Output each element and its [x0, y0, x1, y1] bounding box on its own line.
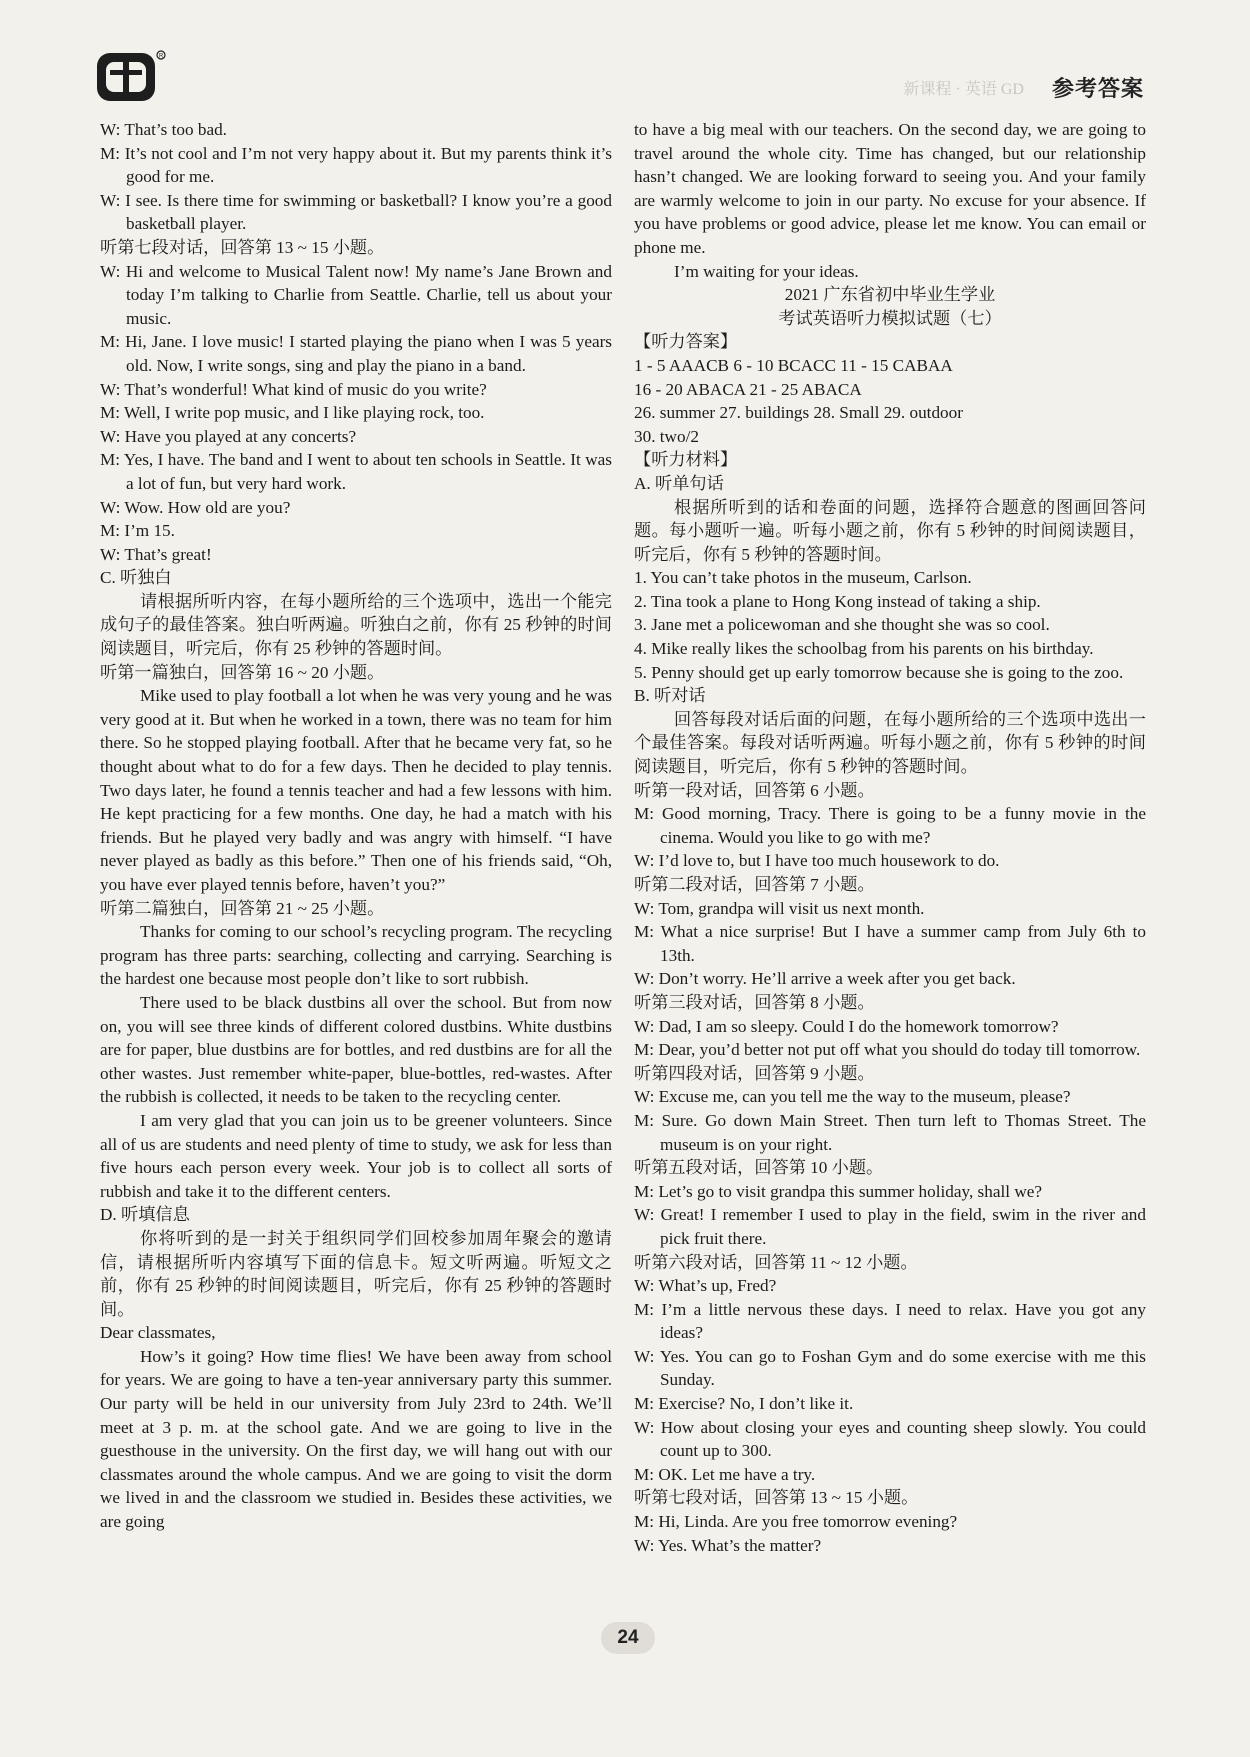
right-paragraph: 听第一段对话，回答第 6 小题。 — [634, 780, 875, 800]
right-paragraph: W: Don’t worry. He’ll arrive a week after you get back. — [634, 969, 1016, 989]
right-paragraph: 听第六段对话，回答第 11 ~ 12 小题。 — [634, 1252, 918, 1272]
right-paragraph: W: Great! I remember I used to play in the field, swim in the river and pick fruit there. — [634, 1205, 1146, 1248]
right-paragraph: 3. Jane met a policewoman and she thought she was so cool. — [634, 615, 1050, 635]
right-paragraph: W: Dad, I am so sleepy. Could I do the homework tomorrow? — [634, 1016, 1059, 1036]
right-paragraph: W: I’d love to, but I have too much housework to do. — [634, 851, 1000, 871]
right-paragraph: M: Exercise? No, I don’t like it. — [634, 1394, 854, 1414]
left-paragraph: W: Have you played at any concerts? — [100, 426, 357, 446]
left-paragraph: W: That’s wonderful! What kind of music do you write? — [100, 379, 487, 399]
right-paragraph: M: What a nice surprise! But I have a summer camp from July 6th to 13th. — [634, 922, 1146, 965]
right-paragraph: 根据所听到的话和卷面的问题，选择符合题意的图画回答问题。每小题听一遍。听每小题之前，你有 5 秒钟的时间阅读题目，听完后，你有 5 秒钟的答题时间。 — [634, 497, 1146, 564]
left-paragraph: Dear classmates, — [100, 1323, 216, 1343]
left-paragraph: 听第七段对话，回答第 13 ~ 15 小题。 — [100, 237, 385, 257]
right-paragraph: M: OK. Let me have a try. — [634, 1464, 816, 1484]
left-paragraph: M: I’m 15. — [100, 521, 175, 541]
left-paragraph: W: That’s great! — [100, 544, 212, 564]
left-column — [100, 118, 612, 1534]
page-number: 24 — [601, 1622, 655, 1654]
right-paragraph: M: I’m a little nervous these days. I need to relax. Have you got any ideas? — [634, 1299, 1146, 1343]
left-paragraph: M: Hi, Jane. I love music! I started playing the piano when I was 5 years old. Now, I write songs, sing and play the piano in a band. — [100, 332, 612, 375]
right-paragraph: M: Sure. Go down Main Street. Then turn left to Thomas Street. The museum is on your right. — [634, 1110, 1146, 1154]
right-paragraph: W: Tom, grandpa will visit us next month. — [634, 898, 925, 918]
right-paragraph: M: Dear, you’d better not put off what you should do today till tomorrow. — [634, 1040, 1141, 1060]
right-paragraph: W: What’s up, Fred? — [634, 1276, 777, 1296]
left-paragraph: 请根据所听内容，在每小题所给的三个选项中，选出一个能完成句子的最佳答案。独白听两遍。听独白之前，你有 25 秒钟的时间阅读题目，听完后，你有 25 秒钟的答题时间。 — [100, 591, 612, 659]
right-paragraph: 5. Penny should get up early tomorrow because she is going to the zoo. — [634, 662, 1124, 682]
right-paragraph: A. 听单句话 — [634, 473, 724, 493]
left-paragraph: M: Yes, I have. The band and I went to about ten schools in Seattle. It was a lot of fun, but very hard work. — [100, 450, 612, 493]
page-header — [0, 0, 1250, 110]
right-paragraph: 听第三段对话，回答第 8 小题。 — [634, 992, 875, 1012]
right-paragraph: W: Yes. What’s the matter? — [634, 1535, 822, 1555]
left-paragraph: 你将听到的是一封关于组织同学们回校参加周年聚会的邀请信，请根据所听内容填写下面的信息卡。短文听两遍。听短文之前，你有 25 秒钟的时间阅读题目，听完后，你有 25 秒钟的答题时间。 — [100, 1228, 612, 1319]
left-paragraph: M: It’s not cool and I’m not very happy about it. But my parents think it’s good for me. — [100, 143, 612, 187]
right-paragraph: 回答每段对话后面的问题，在每小题所给的三个选项中选出一个最佳答案。每段对话听两遍。听每小题之前，你有 5 秒钟的时间阅读题目，听完后，你有 5 秒钟的答题时间。 — [634, 709, 1146, 777]
left-paragraph: W: That’s too bad. — [100, 120, 227, 139]
left-paragraph: 听第二篇独白，回答第 21 ~ 25 小题。 — [100, 898, 385, 918]
right-paragraph: W: Excuse me, can you tell me the way to the museum, please? — [634, 1087, 1071, 1107]
hd-logo-icon — [96, 48, 168, 106]
right-paragraph: 30. two/2 — [634, 426, 699, 446]
right-paragraph: 2021 广东省初中毕业生学业 — [784, 285, 996, 305]
right-paragraph: 听第五段对话，回答第 10 小题。 — [634, 1158, 884, 1178]
header-series-text: 新课程 · 英语 GD — [903, 81, 1024, 98]
left-paragraph: 听第一篇独白，回答第 16 ~ 20 小题。 — [100, 662, 385, 682]
right-paragraph: 1 - 5 AAACB 6 - 10 BCACC 11 - 15 CABAA — [634, 355, 953, 375]
left-paragraph: M: Well, I write pop music, and I like playing rock, too. — [100, 403, 485, 423]
left-paragraph: Mike used to play football a lot when he was very young and he was very good at it. But when he worked in a town, there was no team for him there. So he stopped playing football. After that he became very fat, so he thought about what to do for a few days. Then he decided to play tennis. Two days later, he found a tennis teacher and had a few lessons with him. He kept practicing for a few months. One day, he had a match with his friends. But he played very badly and was angry with himself. “I have never played as badly as this before.” Then one of his friends said, “Oh, you have ever played tennis before, haven’t you?” — [100, 686, 612, 894]
right-paragraph: 16 - 20 ABACA 21 - 25 ABACA — [634, 379, 862, 399]
left-paragraph: C. 听独白 — [100, 568, 172, 588]
left-paragraph: D. 听填信息 — [100, 1205, 190, 1225]
right-paragraph: 听第二段对话，回答第 7 小题。 — [634, 875, 875, 894]
right-paragraph: to have a big meal with our teachers. On the second day, we are going to travel around the whole city. Time has changed, but our relationship hasn’t changed. We are looking forward to seeing you. And your family are warmly welcome to join in our party. No excuse for your absence. If you have problems or good advice, please let me know. You can email or phone me. — [634, 120, 1146, 257]
right-paragraph: M: Let’s go to visit grandpa this summer holiday, shall we? — [634, 1181, 1042, 1201]
right-paragraph: 听第七段对话，回答第 13 ~ 15 小题。 — [634, 1488, 919, 1508]
right-paragraph: 2. Tina took a plane to Hong Kong instead of taking a ship. — [634, 591, 1041, 611]
right-paragraph: 1. You can’t take photos in the museum, Carlson. — [634, 568, 972, 588]
left-paragraph: W: Hi and welcome to Musical Talent now! My name’s Jane Brown and today I’m talking to Charlie from Seattle. Charlie, tell us about your music. — [100, 261, 612, 328]
right-paragraph: 【听力答案】 — [634, 332, 738, 352]
right-paragraph: B. 听对话 — [634, 686, 706, 706]
right-paragraph: M: Good morning, Tracy. There is going to be a funny movie in the cinema. Would you like to go with me? — [634, 804, 1146, 847]
left-paragraph: I am very glad that you can join us to be greener volunteers. Since all of us are students and need plenty of time to study, we ask for less than five hours each person every week. Your job is to collect all sorts of rubbish and take it to the different centers. — [100, 1110, 612, 1201]
right-paragraph: 26. summer 27. buildings 28. Small 29. outdoor — [634, 403, 963, 423]
left-paragraph: Thanks for coming to our school’s recycling program. The recycling program has three parts: searching, collecting and carrying. Searching is the hardest one because most people don’t like to sort rubbish. — [100, 922, 612, 989]
left-paragraph: There used to be black dustbins all over the school. But from now on, you will see three kinds of different colored dustbins. White dustbins are for paper, blue dustbins are for bottles, and red dustbins are for all the other wastes. Just remember white-paper, blue-bottles, red-wastes. After the rubbish is collected, it needs to be taken to the recycling center. — [100, 992, 612, 1107]
left-paragraph: W: Wow. How old are you? — [100, 497, 291, 517]
right-paragraph: M: Hi, Linda. Are you free tomorrow evening? — [634, 1512, 958, 1532]
right-paragraph: W: Yes. You can go to Foshan Gym and do some exercise with me this Sunday. — [634, 1346, 1146, 1390]
right-paragraph: W: How about closing your eyes and counting sheep slowly. You could count up to 300. — [634, 1417, 1146, 1461]
right-paragraph: 考试英语听力模拟试题（七） — [778, 308, 1002, 328]
right-paragraph: 听第四段对话，回答第 9 小题。 — [634, 1063, 875, 1083]
svg-text:R: R — [159, 53, 164, 60]
right-column — [634, 118, 1146, 1557]
right-paragraph: 【听力材料】 — [634, 450, 738, 470]
header-title: 参考答案 — [1051, 76, 1144, 101]
right-paragraph: 4. Mike really likes the schoolbag from his parents on his birthday. — [634, 639, 1094, 659]
left-paragraph: How’s it going? How time flies! We have been away from school for years. We are going to have a ten-year anniversary party this summer. Our party will be held in our university from July 23rd to 24th. We’ll meet at 3 p. m. at the school gate. And we are going to live in the guesthouse in the university. On the first day, we will hang out with our classmates around the whole campus. And we are going to visit the dorm we lived in and the classroom we studied in. Besides these activities, we are going — [100, 1346, 612, 1532]
right-paragraph: I’m waiting for your ideas. — [674, 261, 859, 281]
left-paragraph: W: I see. Is there time for swimming or basketball? I know you’re a good basketball player. — [100, 190, 612, 234]
